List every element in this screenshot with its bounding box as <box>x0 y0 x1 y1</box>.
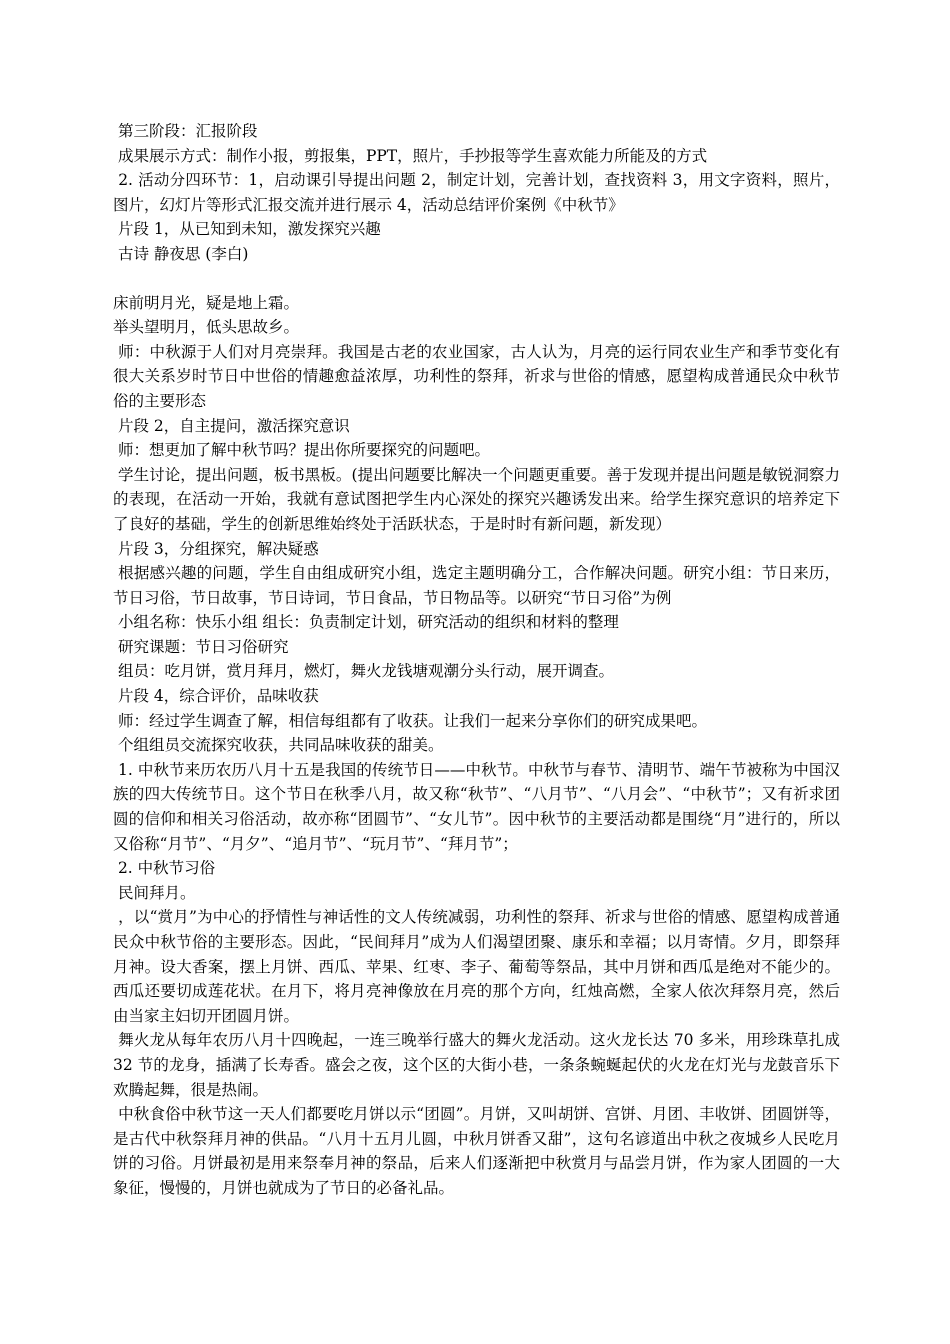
paragraph-student-discussion: 学生讨论，提出问题，板书黑板。(提出问题要比解决一个问题更重要。善于发现并提出问题是敏锐洞察力的表现，在活动一开始，我就有意试图把学生内心深处的探究兴趣诱发出来。给学生探究意识的培养定下了良好的基础，学生的创新思维始终处于活跃状态，于是时时有新问题，新发现） <box>113 465 840 533</box>
paragraph-festival-origin: 1. 中秋节来历农历八月十五是我国的传统节日——中秋节。中秋节与春节、清明节、端午节被称为中国汉族的四大传统节日。这个节日在秋季八月，故又称“秋节”、“八月节”、“八月会”、“中秋节”；又有祈求团圆的信仰和相关习俗活动，故亦称“团圆节”、“女儿节”。因中秋节的主要活动都是围绕“月”进行的，所以又俗称“月节”、“月夕”、“追月节”、“玩月节”、“拜月节”； <box>113 760 840 853</box>
paragraph-customs-heading: 2. 中秋节习俗 <box>113 859 216 878</box>
paragraph-fire-dragon: 舞火龙从每年农历八月十四晚起，一连三晚举行盛大的舞火龙活动。这火龙长达 70 多米，用珍珠草扎成 32 节的龙身，插满了长寿香。盛会之夜，这个区的大街小巷，一条条蜿蜒起伏的火龙在灯光与龙鼓音乐下欢腾起舞，很是热闹。 <box>113 1031 845 1099</box>
paragraph-teacher-question: 师：想更加了解中秋节吗？提出你所要探究的问题吧。 <box>113 441 490 460</box>
paragraph-poem-line-1: 床前明月光，疑是地上霜。 <box>113 293 300 312</box>
paragraph-teacher-summary: 师：经过学生调查了解，相信每组都有了收获。让我们一起来分享你们的研究成果吧。 <box>113 711 707 730</box>
paragraph-folk-moon-worship: 民间拜月。 <box>113 883 196 902</box>
paragraph-poem-title: 古诗 静夜思 (李白) <box>113 244 249 263</box>
paragraph-group-members: 组员：吃月饼，赏月拜月，燃灯，舞火龙钱塘观潮分头行动，展开调查。 <box>113 662 614 681</box>
paragraph-group-exchange: 个组组员交流探究收获，共同品味收获的甜美。 <box>113 736 444 755</box>
paragraph-result-format: 成果展示方式：制作小报，剪报集，PPT，照片，手抄报等学生喜欢能力所能及的方式 <box>113 146 708 165</box>
paragraph-activity-steps: 2. 活动分四环节：1，启动课引导提出问题 2，制定计划，完善计划，查找资料 3，用文字资料，照片，图片，幻灯片等形式汇报交流并进行展示 4，活动总结评价案例《中秋节》 <box>113 171 840 214</box>
paragraph-segment-1-title: 片段 1，从已知到未知，激发探究兴趣 <box>113 220 381 239</box>
paragraph-moon-worship-detail: ，以“赏月”为中心的抒情性与神话性的文人传统减弱，功利性的祭拜、祈求与世俗的情感、愿望构成普通民众中秋节俗的主要形态。因此，“民间拜月”成为人们渴望团聚、康乐和幸福；以月寄情。夕月，即祭拜月神。设大香案，摆上月饼、西瓜、苹果、红枣、李子、葡萄等祭品，其中月饼和西瓜是绝对不能少的。西瓜还要切成莲花状。在月下，将月亮神像放在月亮的那个方向，红烛高燃，全家人依次拜祭月亮，然后由当家主妇切开团圆月饼。 <box>113 908 840 1025</box>
paragraph-research-topic: 研究课题：节日习俗研究 <box>113 637 289 656</box>
paragraph-segment-4-title: 片段 4，综合评价，品味收获 <box>113 687 319 706</box>
paragraph-segment-2-title: 片段 2，自主提问，激活探究意识 <box>113 416 350 435</box>
paragraph-food-customs: 中秋食俗中秋节这一天人们都要吃月饼以示“团圆”。月饼，又叫胡饼、宫饼、月团、丰收饼、团圆饼等，是古代中秋祭拜月神的供品。“八月十五月儿圆，中秋月饼香又甜”，这句名谚道出中秋之夜城乡人民吃月饼的习俗。月饼最初是用来祭奉月神的祭品，后来人们逐渐把中秋赏月与品尝月饼，作为家人团圆的一大象征，慢慢的，月饼也就成为了节日的必备礼品。 <box>113 1105 840 1197</box>
paragraph-stage-three: 第三阶段：汇报阶段 <box>113 122 258 140</box>
paragraph-group-name: 小组名称：快乐小组 组长：负责制定计划，研究活动的组织和材料的整理 <box>113 613 619 632</box>
paragraph-group-formation: 根据感兴趣的问题，学生自由组成研究小组，选定主题明确分工，合作解决问题。研究小组：节日来历，节日习俗，节日故事，节日诗词，节日食品，节日物品等。以研究“节日习俗”为例 <box>113 564 840 607</box>
document-body <box>113 119 845 1201</box>
blank-line <box>113 267 840 291</box>
paragraph-poem-line-2: 举头望明月，低头思故乡。 <box>113 318 300 337</box>
paragraph-segment-3-title: 片段 3，分组探究，解决疑惑 <box>113 539 319 558</box>
paragraph-teacher-intro: 师：中秋源于人们对月亮崇拜。我国是古老的农业国家，古人认为，月亮的运行同农业生产和季节变化有很大关系岁时节日中世俗的情趣愈益浓厚，功利性的祭拜，祈求与世俗的情感，愿望构成普通民众中秋节俗的主要形态 <box>113 342 840 410</box>
